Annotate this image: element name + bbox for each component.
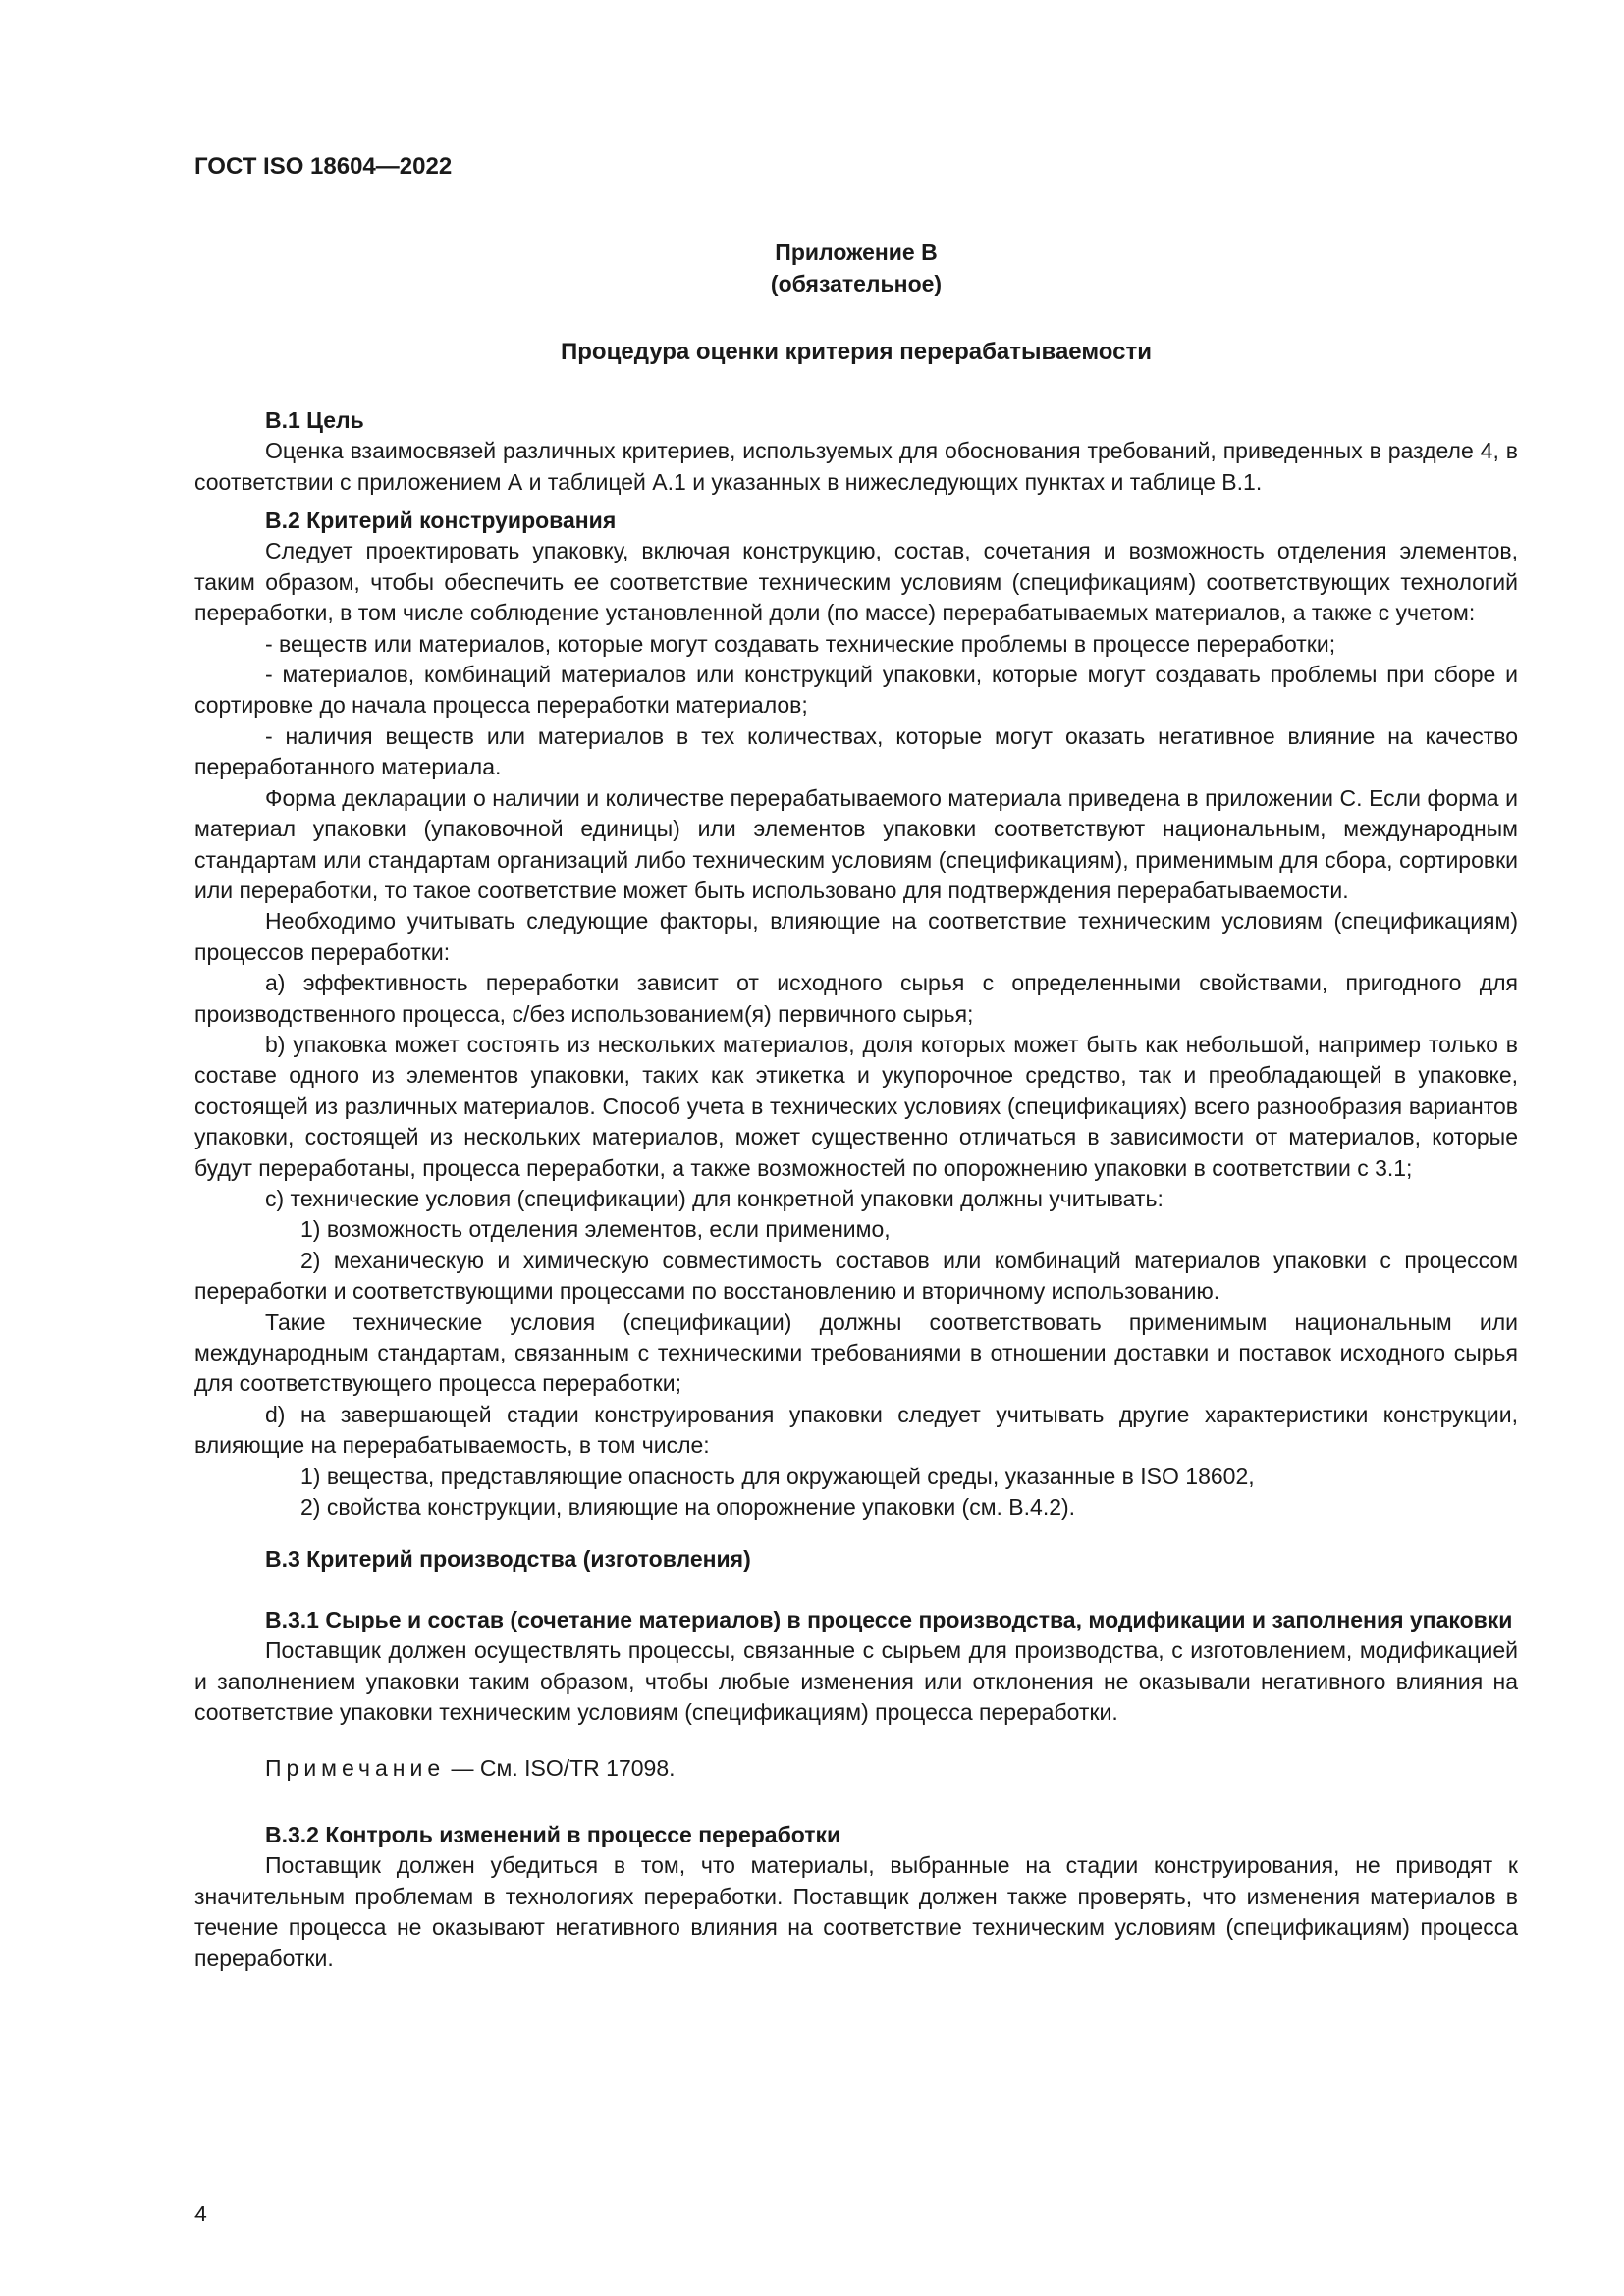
section-b2-paragraph-1: Следует проектировать упаковку, включая конструкцию, состав, сочетания и возможность отделения элементов, таким образом, чтобы обеспечить ее соответствие техническим условиям (спецификациям) соответствующих технологий переработки, в том числе соблюдение установленной доли (по массе) перерабатываемых материалов, а также с учетом: bbox=[194, 538, 1518, 626]
section-b2-paragraph-4: Такие технические условия (спецификации) должны соответствовать применимым национальным или международным стандартам, связанным с техническими требованиями в отношении доставки и поставок исходного сырья для соответствующего процесса переработки; bbox=[194, 1308, 1518, 1397]
appendix-name: Процедура оценки критерия перерабатываемости bbox=[561, 339, 1152, 366]
note-text: — См. ISO/TR 17098. bbox=[445, 1755, 676, 1782]
section-b31-heading: В.3.1 Сырье и состав (сочетание материалов) в процессе производства, модификации и заполнения упаковки bbox=[265, 1606, 1513, 1632]
section-b31-paragraph: Поставщик должен осуществлять процессы, связанные с сырьем для производства, с изготовлением, модификацией и заполнением упаковки таким образом, чтобы любые изменения или отклонения не оказывали негативного влияния на соответствие упаковки техническим условиям (спецификациям) процесса переработки. bbox=[194, 1637, 1518, 1726]
appendix-heading bbox=[194, 237, 1518, 299]
note-label: Примечание bbox=[265, 1755, 446, 1782]
section-b2-item-d2: 2) свойства конструкции, влияющие на опорожнение упаковки (см. В.4.2). bbox=[300, 1494, 1076, 1521]
section-b2-item-d: d) на завершающей стадии конструирования упаковки следует учитывать другие характеристики конструкции, влияющие на перерабатываемость, в том числе: bbox=[194, 1401, 1518, 1459]
section-b2-dash-item-1: - веществ или материалов, которые могут создавать технические проблемы в процессе переработки; bbox=[265, 630, 1336, 657]
section-b2-dash-item-2: - материалов, комбинаций материалов или конструкций упаковки, которые могут создавать проблемы при сборе и сортировке до начала процесса переработки материалов; bbox=[194, 662, 1518, 719]
document-page bbox=[194, 137, 1518, 1974]
section-b32-heading: В.3.2 Контроль изменений в процессе переработки bbox=[265, 1821, 841, 1847]
section-b2-heading: В.2 Критерий конструирования bbox=[265, 507, 617, 534]
appendix-title: Приложение В bbox=[775, 240, 938, 266]
section-b32-paragraph: Поставщик должен убедиться в том, что материалы, выбранные на стадии конструирования, не приводят к значительным проблемам в технологиях переработки. Поставщик должен также проверять, что изменения материалов в течение процесса не оказывают негативного влияния на соответствие техническим условиям (спецификациям) процесса переработки. bbox=[194, 1852, 1518, 1971]
section-b1-heading: В.1 Цель bbox=[265, 406, 364, 433]
section-b1-paragraph: Оценка взаимосвязей различных критериев, используемых для обоснования требований, приведенных в разделе 4, в соответствии с приложением А и таблицей А.1 и указанных в нижеследующих пунктах и таблице В.1. bbox=[194, 438, 1518, 495]
section-b2-item-c2: 2) механическую и химическую совместимость составов или комбинаций материалов упаковки с процессом переработки и соответствующими процессами по восстановлению и вторичному использованию. bbox=[194, 1247, 1518, 1305]
appendix-status: (обязательное) bbox=[770, 271, 943, 297]
section-b2-item-c: c) технические условия (спецификации) для конкретной упаковки должны учитывать: bbox=[265, 1185, 1164, 1211]
section-b3-heading: В.3 Критерий производства (изготовления) bbox=[265, 1546, 751, 1573]
note bbox=[194, 1753, 1518, 1784]
section-b2-paragraph-3: Необходимо учитывать следующие факторы, влияющие на соответствие техническим условиям (спецификациям) процессов переработки: bbox=[194, 908, 1518, 965]
section-b2-item-d1: 1) вещества, представляющие опасность для окружающей среды, указанные в ISO 18602, bbox=[300, 1463, 1255, 1489]
page-number: 4 bbox=[194, 2201, 207, 2226]
section-b2-item-c1: 1) возможность отделения элементов, если применимо, bbox=[300, 1216, 891, 1243]
section-b2-item-a: a) эффективность переработки зависит от исходного сырья с определенными свойствами, пригодного для производственного процесса, с/без использованием(я) первичного сырья; bbox=[194, 970, 1518, 1027]
standard-designation: ГОСТ ISO 18604—2022 bbox=[194, 153, 453, 180]
section-b2-item-b: b) упаковка может состоять из нескольких материалов, доля которых может быть как небольшой, например только в составе одного из элементов упаковки, таких как этикетка и укупорочное средство, так и преобладающей в упаковке, состоящей из различных материалов. Способ учета в технических условиях (спецификациях) всего разнообразия вариантов упаковки, состоящей из нескольких материалов, может существенно отличаться в зависимости от материалов, которые будут переработаны, процесса переработки, а также возможностей по опорожнению упаковки в соответствии с 3.1; bbox=[194, 1031, 1518, 1181]
section-b2-paragraph-2: Форма декларации о наличии и количестве перерабатываемого материала приведена в приложении С. Если форма и материал упаковки (упаковочной единицы) или элементов упаковки соответствуют национальным, международным стандартам или стандартам организаций либо техническим условиям (спецификациям), применимым для сбора, сортировки или переработки, то такое соответствие может быть использовано для подтверждения перерабатываемости. bbox=[194, 784, 1518, 903]
section-b2-dash-item-3: - наличия веществ или материалов в тех количествах, которые могут оказать негативное влияние на качество переработанного материала. bbox=[194, 722, 1518, 780]
